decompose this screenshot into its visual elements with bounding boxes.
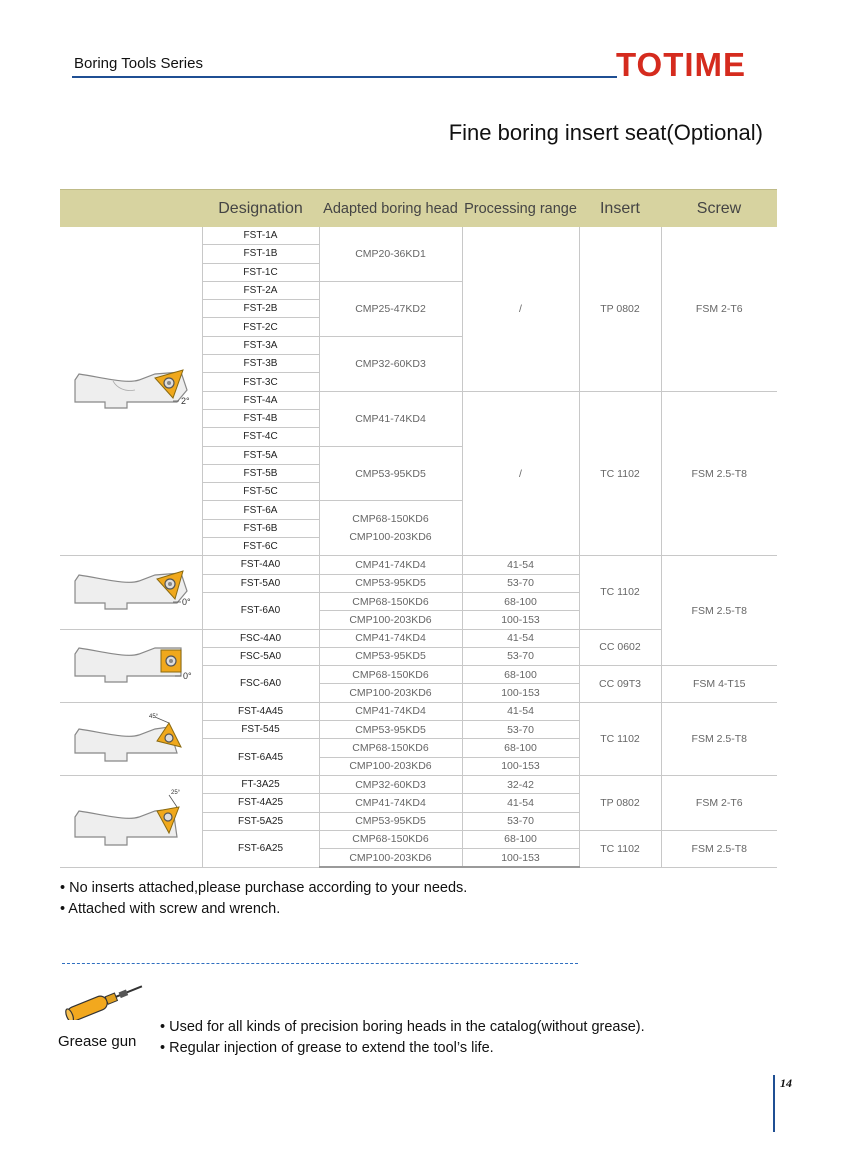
page-title: Fine boring insert seat(Optional)	[448, 120, 763, 145]
designation-cell: FST-2A	[202, 281, 319, 299]
header-processing-range: Processing range	[462, 190, 579, 228]
header-rule	[72, 76, 617, 78]
head-cell: CMP68-150KD6	[319, 830, 462, 848]
insert-cell: TC 1102	[579, 556, 661, 629]
designation-cell: FST-4B	[202, 409, 319, 427]
note-line: • Attached with screw and wrench.	[60, 901, 281, 917]
designation-cell: FST-6A45	[202, 739, 319, 776]
angle-label: 25°	[170, 789, 180, 796]
insert-cell: TC 1102	[579, 702, 661, 775]
head-cell: CMP100-203KD6	[319, 757, 462, 775]
seat-image-2deg	[60, 227, 202, 556]
section-divider	[62, 963, 578, 964]
table-header-row	[60, 190, 777, 228]
designation-cell: FST-5A0	[202, 574, 319, 592]
page-number-bar	[773, 1075, 775, 1132]
head-line: CMP68-150KD6	[352, 513, 429, 526]
range-cell: 68-100	[462, 666, 579, 684]
range-cell: 100-153	[462, 684, 579, 702]
notes	[60, 878, 467, 920]
screw-cell: FSM 2-T6	[661, 775, 777, 830]
head-cell: CMP68-150KD6	[319, 739, 462, 757]
designation-cell: FST-4A45	[202, 702, 319, 720]
seat-image-0deg	[60, 556, 202, 629]
range-cell: 53-70	[462, 812, 579, 830]
screw-cell: FSM 2.5-T8	[661, 556, 777, 666]
head-cell: CMP53-95KD5	[319, 812, 462, 830]
designation-cell: FST-5B	[202, 464, 319, 482]
range-cell: 41-54	[462, 794, 579, 812]
range-cell: 100-153	[462, 757, 579, 775]
note-line: • Regular injection of grease to extend the tool’s life.	[160, 1040, 494, 1056]
angle-label: 0°	[181, 596, 191, 607]
screw-cell: FSM 2.5-T8	[661, 391, 777, 556]
designation-cell: FST-6A0	[202, 592, 319, 629]
range-cell: 41-54	[462, 556, 579, 574]
insert-seat-0deg-icon	[65, 569, 197, 613]
screw-cell: FSM 2.5-T8	[661, 702, 777, 775]
seat-image-25deg	[60, 775, 202, 867]
insert-cell: TP 0802	[579, 775, 661, 830]
designation-cell: FST-3C	[202, 373, 319, 391]
head-cell: CMP100-203KD6	[319, 849, 462, 868]
designation-cell: FST-1C	[202, 263, 319, 281]
totime-logo	[616, 48, 771, 80]
insert-seat-2deg-icon	[65, 368, 197, 412]
head-line: CMP100-203KD6	[349, 531, 432, 544]
designation-cell: FST-1B	[202, 245, 319, 263]
designation-cell: FST-5A	[202, 446, 319, 464]
designation-cell: FST-545	[202, 721, 319, 739]
designation-cell: FST-4A	[202, 391, 319, 409]
designation-cell: FST-1A	[202, 227, 319, 245]
designation-cell: FST-3A	[202, 336, 319, 354]
grease-gun-label: Grease gun	[58, 1033, 137, 1050]
page-number: 14	[780, 1076, 792, 1090]
screw-cell: FSM 2.5-T8	[661, 830, 777, 867]
logo-text: TOTIME	[616, 48, 747, 80]
range-cell: 32-42	[462, 775, 579, 793]
grease-gun-notes	[160, 1017, 645, 1059]
head-cell: CMP41-74KD4	[319, 702, 462, 720]
table-row	[60, 702, 777, 720]
range-cell: 41-54	[462, 629, 579, 647]
designation-cell: FST-6A25	[202, 830, 319, 867]
head-cell: CMP41-74KD4	[319, 629, 462, 647]
head-cell: CMP32-60KD3	[319, 336, 462, 391]
header-adapted-head: Adapted boring head	[319, 190, 462, 228]
range-cell: 53-70	[462, 647, 579, 665]
designation-cell: FST-6C	[202, 538, 319, 556]
head-cell: CMP53-95KD5	[319, 647, 462, 665]
note-line: • No inserts attached,please purchase according to your needs.	[60, 880, 468, 896]
head-cell: CMP100-203KD6	[319, 611, 462, 629]
range-cell: 68-100	[462, 592, 579, 610]
header-designation: Designation	[202, 190, 319, 228]
insert-cell: TC 1102	[579, 391, 661, 556]
table-row	[60, 775, 777, 793]
insert-seat-fsc-icon	[65, 642, 197, 686]
designation-cell: FST-6B	[202, 519, 319, 537]
note-line: • Used for all kinds of precision boring heads in the catalog(without grease).	[160, 1019, 645, 1035]
screw-cell: FSM 2-T6	[661, 227, 777, 391]
header-image-col	[60, 190, 202, 228]
head-cell: CMP32-60KD3	[319, 775, 462, 793]
head-cell: CMP68-150KD6	[319, 592, 462, 610]
head-cell: CMP41-74KD4	[319, 391, 462, 446]
head-cell: CMP53-95KD5	[319, 574, 462, 592]
range-cell: 100-153	[462, 611, 579, 629]
range-cell: 41-54	[462, 702, 579, 720]
insert-seat-table	[60, 189, 777, 868]
range-cell: 53-70	[462, 574, 579, 592]
head-cell: CMP41-74KD4	[319, 556, 462, 574]
insert-cell: CC 09T3	[579, 666, 661, 703]
screw-cell: FSM 4-T15	[661, 666, 777, 703]
designation-cell: FST-2C	[202, 318, 319, 336]
range-cell: 100-153	[462, 849, 579, 868]
insert-seat-45deg-icon	[65, 707, 197, 767]
head-cell: CMP68-150KD6	[319, 666, 462, 684]
designation-cell: FST-4C	[202, 428, 319, 446]
grease-gun-icon	[60, 978, 146, 1020]
range-cell: /	[462, 391, 579, 556]
insert-cell: TP 0802	[579, 227, 661, 391]
designation-cell: FSC-6A0	[202, 666, 319, 703]
head-cell: CMP25-47KD2	[319, 281, 462, 336]
angle-label: 2°	[180, 395, 190, 406]
designation-cell: FST-4A25	[202, 794, 319, 812]
range-cell: 68-100	[462, 739, 579, 757]
designation-cell: FSC-4A0	[202, 629, 319, 647]
designation-cell: FST-2B	[202, 300, 319, 318]
designation-cell: FST-6A	[202, 501, 319, 519]
head-cell: CMP53-95KD5	[319, 721, 462, 739]
designation-cell: FST-3B	[202, 355, 319, 373]
head-cell-multi	[319, 501, 462, 556]
head-cell: CMP41-74KD4	[319, 794, 462, 812]
designation-cell: FST-5A25	[202, 812, 319, 830]
series-title: Boring Tools Series	[74, 55, 203, 72]
designation-cell: FSC-5A0	[202, 647, 319, 665]
insert-seat-25deg-icon	[65, 787, 197, 853]
angle-label: 45°	[148, 714, 158, 721]
range-cell: /	[462, 227, 579, 391]
range-cell: 68-100	[462, 830, 579, 848]
designation-cell: FST-4A0	[202, 556, 319, 574]
insert-cell: CC 0602	[579, 629, 661, 666]
angle-label: 0°	[182, 671, 192, 682]
table-row	[60, 556, 777, 574]
head-cell: CMP100-203KD6	[319, 684, 462, 702]
table-row	[60, 227, 777, 245]
head-cell: CMP53-95KD5	[319, 446, 462, 501]
header-insert: Insert	[579, 190, 661, 228]
designation-cell: FST-5C	[202, 483, 319, 501]
range-cell: 53-70	[462, 721, 579, 739]
seat-image-fsc	[60, 629, 202, 702]
header-screw: Screw	[661, 190, 777, 228]
head-cell: CMP20-36KD1	[319, 227, 462, 281]
seat-image-45deg	[60, 702, 202, 775]
insert-cell: TC 1102	[579, 830, 661, 867]
designation-cell: FT-3A25	[202, 775, 319, 793]
